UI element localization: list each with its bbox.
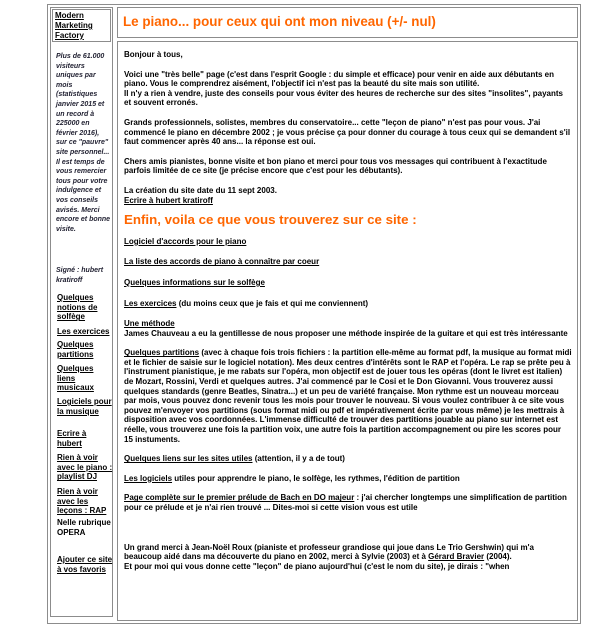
links-item bbox=[124, 454, 572, 464]
sidebar-signature: Signé : hubert kratiroff bbox=[56, 267, 104, 284]
section-title: Enfin, voila ce que vous trouverez sur ce site : bbox=[124, 212, 417, 228]
useful-sites-link[interactable]: Quelques liens sur les sites utiles bbox=[124, 454, 253, 464]
gerard-bravier-link[interactable]: Gérard Bravier bbox=[428, 552, 485, 562]
thanks-text: Un grand merci à Jean-Noël Roux (pianiste et professeur grandiose qui joue dans Le Trio Gershwin) qui m'a beaucoup aidé dans ma découverte du piano en 2002, merci à Sylvie (2003) et à bbox=[124, 542, 534, 562]
nav-opera[interactable]: Nelle rubrique OPERA bbox=[57, 518, 111, 537]
partitions-text: (avec à chaque fois trois fichiers : la partition elle-même au format pdf, la musique au format midi et le fichier de saisie sur le logiciel notation). Mes deux centres d'intérêts sont le RAP et l'opéra. Le rap se prête peu à l'instrument pianistique, je me rabats sur l'opéra, mon objectif est de jouer tous les opéras (dont le livret est italien) de Mozart, Rossini, Verdi et quelques autres. J'ai commencé par le Cosi et le Don Giovanni. Vous trouverez aussi quelques standards (genre Beatles, Sinatra...) et un peu de variété française. Mon rythme est un nouveau morceau par mois, vous pouvez donc revenir tous les mois pour trouver le nouveau. Si vous voulez contribuer à ce site vous pouvez m'envoyer vos partitions (sous format midi ou pdf et impérativement écrite par vous même) je les mettrais à disposition avec vos coordonnées. L'immense difficulté de trouver des partitions jouable au piano sur internet est réelle, vous trouverez une fois la partition voix, une autre fois la partition accompagnement ou pire les scores pour 15 instuments. bbox=[124, 348, 572, 444]
creation-date: La création du site date du 11 sept 2003. bbox=[124, 185, 277, 195]
exercises-note: (du moins ceux que je fais et qui me conviennent) bbox=[176, 298, 369, 308]
bach-item bbox=[124, 493, 572, 512]
write-hubert-link[interactable]: Ecrire à hubert kratiroff bbox=[124, 195, 213, 205]
intro-text-2: Il n'y a rien à vendre, juste des conseils pour vous éviter des heures de recherche sur des sites "insolites", payants et souvent erronés. bbox=[124, 88, 563, 108]
exercises-link[interactable]: Les exercices bbox=[124, 298, 177, 308]
bach-prelude-link[interactable]: Page complète sur le premier prélude de Bach en DO majeur bbox=[124, 493, 355, 503]
logo-line-3[interactable]: Factory bbox=[55, 31, 84, 40]
intro-text-1: Voici une "très belle" page (c'est dans l'esprit Google : du simple et efficace) pour venir en aide aux débutants en piano. Vous le comprendrez aisément, l'objectif ici n'est pas la beauté du site mais son utilité. bbox=[124, 69, 555, 89]
partitions-link[interactable]: Quelques partitions bbox=[124, 348, 200, 358]
nav-solfege[interactable]: Quelques notions de solfège bbox=[57, 293, 98, 322]
header-cell bbox=[117, 7, 578, 38]
software-item bbox=[124, 474, 572, 484]
page-title: Le piano... pour ceux qui ont mon niveau (+/- nul) bbox=[123, 14, 436, 29]
nav-logiciels[interactable]: Logiciels pour la musique bbox=[57, 397, 112, 416]
exercises-item bbox=[124, 299, 572, 309]
nav-partitions[interactable]: Quelques partitions bbox=[57, 340, 94, 359]
nav-exercices[interactable]: Les exercices bbox=[57, 327, 110, 336]
nav-favoris[interactable]: Ajouter ce site à vos favoris bbox=[57, 555, 113, 574]
method-link[interactable]: Une méthode bbox=[124, 319, 175, 329]
professionals-paragraph: Grands professionnels, solistes, membres du conservatoire... cette "leçon de piano" n'est pas pour vous. J'ai commencé le piano en décembre 2002 ; je vous précise ça pour donner du courage à tous ceux qui se demandent s'il faut commencer après 40 ans... la réponse est oui. bbox=[124, 117, 571, 147]
chords-software-link[interactable]: Logiciel d'accords pour le piano bbox=[124, 236, 247, 246]
logo-line-1[interactable]: Modern bbox=[55, 11, 84, 20]
method-text: James Chauveau a eu la gentillesse de nous proposer une méthode inspirée de la guitare et qui est très intéressante bbox=[124, 328, 568, 338]
greeting: Bonjour à tous, bbox=[124, 50, 183, 59]
software-note: utiles pour apprendre le piano, le solfège, les rythmes, l'édition de partition bbox=[172, 473, 460, 483]
sidebar bbox=[50, 7, 113, 617]
nav-playlist-dj[interactable]: Rien à voir avec le piano : playlist DJ bbox=[57, 453, 113, 482]
software-link[interactable]: Les logiciels bbox=[124, 473, 173, 483]
thanks-item bbox=[124, 543, 572, 572]
partitions-item bbox=[124, 348, 572, 444]
content-body bbox=[124, 50, 572, 571]
thanks-visitors-paragraph: Chers amis pianistes, bonne visite et bon piano et merci pour tous vos messages qui contribuent à l'exactitude parfois limitée de ce site (je précise encore que c'est pour les débutants). bbox=[124, 156, 547, 176]
useful-sites-note: (attention, il y a de tout) bbox=[252, 454, 345, 464]
nav-rap[interactable]: Rien à voir avec les leçons : RAP bbox=[57, 487, 107, 516]
bach-note: : j'ai chercher longtemps une simplification de partition pour ce prélude et je n'ai rien trouvé ... Dites-moi si cette vision vous est utile bbox=[124, 493, 567, 512]
solfege-info-link[interactable]: Quelques informations sur le solfège bbox=[124, 277, 265, 287]
logo-line-2[interactable]: Marketing bbox=[55, 21, 93, 30]
last-line: Et pour moi qui vous donne cette "leçon" de piano aujourd'hui (c'est le nom du site), je dirais : "when bbox=[124, 561, 510, 571]
thanks-end: (2004). bbox=[484, 552, 512, 562]
main-content bbox=[117, 41, 578, 621]
chord-list-link[interactable]: La liste des accords de piano à connaître par coeur bbox=[124, 257, 320, 267]
nav-liens[interactable]: Quelques liens musicaux bbox=[57, 364, 94, 393]
site-logo-link[interactable] bbox=[52, 9, 111, 42]
visitors-note: Plus de 61.000 visiteurs uniques par mois (statistiques janvier 2015 et un record à 225000 en février 2016), sur ce "pauvre" site personnel... Il est temps de vous remercier tous pour votre indulgence et vos conseils avisés. Merci encore et bonne visite. bbox=[56, 53, 111, 233]
intro-paragraph bbox=[124, 70, 572, 108]
method-item bbox=[124, 319, 572, 338]
creation-paragraph bbox=[124, 186, 572, 205]
nav-ecrire[interactable]: Ecrire à hubert bbox=[57, 429, 87, 448]
